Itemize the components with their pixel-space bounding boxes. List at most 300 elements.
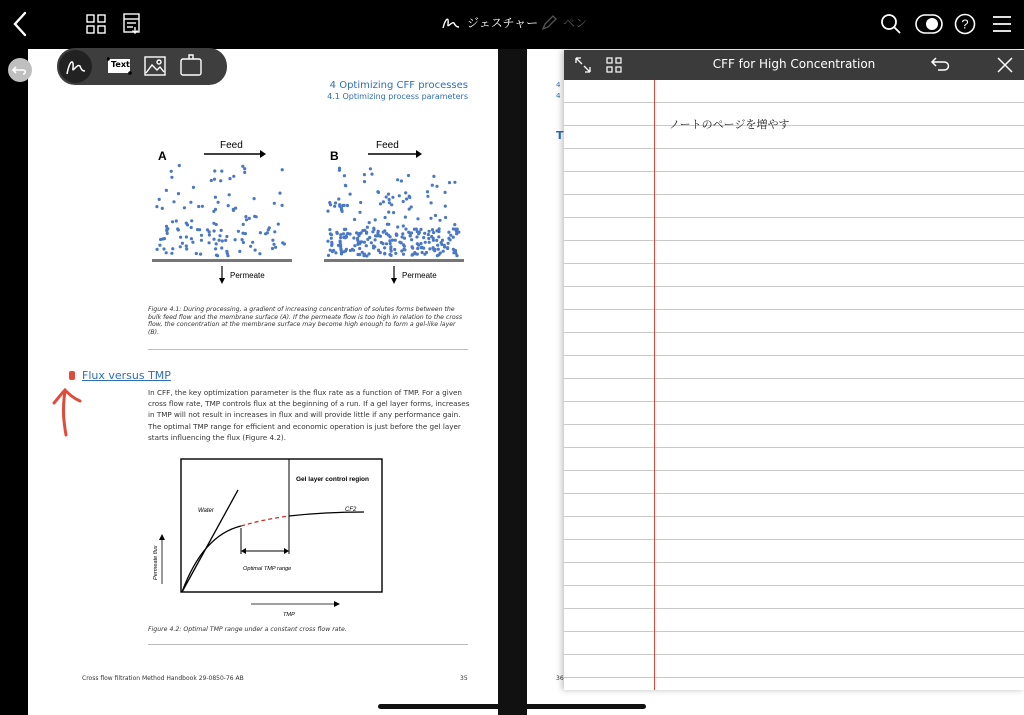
solute-dot xyxy=(232,175,235,178)
solute-dot xyxy=(218,239,221,242)
solute-dot xyxy=(213,178,216,181)
top-toolbar xyxy=(0,0,1024,49)
solute-dot xyxy=(352,236,355,239)
figure-4-2-caption: Figure 4.2: Optimal TMP range under a constant cross flow rate. xyxy=(148,626,347,633)
solute-dot xyxy=(420,246,423,249)
solute-dot xyxy=(244,232,247,235)
solute-dot xyxy=(359,231,362,234)
solute-dot xyxy=(390,250,393,253)
solute-dot xyxy=(344,184,347,187)
solute-dot xyxy=(370,173,373,176)
image-tool-button[interactable] xyxy=(144,55,166,81)
sticky-note-tool-button[interactable] xyxy=(179,53,203,81)
solute-dot xyxy=(215,242,218,245)
solute-dot xyxy=(328,228,331,231)
solute-dot xyxy=(423,253,426,256)
solute-dot xyxy=(376,231,379,234)
solute-dot xyxy=(357,241,360,244)
solute-dot xyxy=(185,244,188,247)
solute-dot xyxy=(353,244,356,247)
y-axis-label: Permeate flux xyxy=(153,545,159,580)
solute-dot xyxy=(447,231,450,234)
solute-dot xyxy=(272,243,275,246)
solute-dot xyxy=(357,234,360,237)
solute-dot xyxy=(277,223,280,226)
solute-dot xyxy=(419,228,422,231)
solute-dot xyxy=(363,241,366,244)
solute-dot xyxy=(415,228,418,231)
right-header-fragment: 4 xyxy=(556,92,561,100)
solute-dot xyxy=(191,241,194,244)
solute-dot xyxy=(387,193,390,196)
solute-dot xyxy=(438,219,441,222)
solute-dot xyxy=(396,225,399,228)
notebook-export-icon[interactable] xyxy=(123,13,141,39)
solute-dot xyxy=(259,231,262,234)
section-title-link[interactable]: Flux versus TMP xyxy=(82,369,171,382)
freehand-tool-button[interactable] xyxy=(59,50,92,83)
solute-dot xyxy=(427,233,430,236)
permeate-label-a: Permeate xyxy=(230,271,265,280)
solute-dot xyxy=(170,176,173,179)
solute-dot xyxy=(427,237,430,240)
solute-dot xyxy=(171,220,174,223)
solute-dot xyxy=(353,218,356,221)
solute-dot xyxy=(351,248,354,251)
solute-dot xyxy=(444,216,447,219)
solute-dot xyxy=(431,184,434,187)
solute-dot xyxy=(432,239,435,242)
solute-dot xyxy=(330,244,333,247)
solute-dot xyxy=(376,234,379,237)
solute-dot xyxy=(334,251,337,254)
solute-dot xyxy=(372,228,375,231)
solute-dot xyxy=(383,246,386,249)
solute-dot xyxy=(361,251,364,254)
solute-dot xyxy=(212,238,215,241)
solute-dot xyxy=(333,205,336,208)
solute-dot xyxy=(200,239,203,242)
gesture-mode-label: ジェスチャー xyxy=(467,16,539,30)
solute-dot xyxy=(355,231,358,234)
solute-dot xyxy=(390,254,393,257)
solute-dot xyxy=(435,239,438,242)
solute-dot xyxy=(338,167,341,170)
figure-label-a: A xyxy=(158,149,167,163)
solute-dot xyxy=(214,196,217,199)
bookmark-marker[interactable] xyxy=(69,371,75,380)
solute-dot xyxy=(228,177,231,180)
solute-dot xyxy=(198,228,201,231)
solute-dot xyxy=(401,232,404,235)
solute-dot xyxy=(369,167,372,170)
solute-dot xyxy=(190,219,193,222)
solute-dot xyxy=(248,217,251,220)
solute-dot xyxy=(339,236,342,239)
solute-dot xyxy=(410,238,413,241)
svg-text:?: ? xyxy=(961,16,969,32)
solute-dot xyxy=(396,178,399,181)
solute-dot xyxy=(363,254,366,257)
solute-dot xyxy=(385,242,388,245)
page-gutter xyxy=(498,49,527,715)
solute-dot xyxy=(253,215,256,218)
solute-dot xyxy=(374,238,377,241)
solute-dot xyxy=(226,254,229,257)
solute-dot xyxy=(429,217,432,220)
figure-4-1-caption: Figure 4.1: During processing, a gradient of increasing concentration of solutes forms between the bulk feed flow and the membrane surface (A). If the permeate flow is too high in relation to the cross flow, the concentration at the membrane surface may become high enough to form a gel-like layer (B). xyxy=(148,306,463,336)
solute-dot xyxy=(199,253,202,256)
solute-dot xyxy=(217,201,220,204)
solute-dot xyxy=(444,205,447,208)
close-icon[interactable] xyxy=(996,56,1014,78)
solute-dot xyxy=(389,245,392,248)
solute-dot xyxy=(416,217,419,220)
solute-dot xyxy=(216,254,219,257)
notebook-margin-line xyxy=(654,80,655,690)
solute-dot xyxy=(340,208,343,211)
notebook-note-text[interactable]: ノートのページを増やす xyxy=(669,118,790,131)
notebook-title: CFF for High Concentration xyxy=(712,57,876,71)
solute-dot xyxy=(185,247,188,250)
solute-dot xyxy=(426,190,429,193)
membrane-b xyxy=(324,259,464,262)
solute-dot xyxy=(409,234,412,237)
solute-dot xyxy=(343,174,346,177)
solute-dot xyxy=(442,250,445,253)
solute-dot xyxy=(440,241,443,244)
cf2-curve-dashed xyxy=(241,516,289,526)
notebook-panel[interactable] xyxy=(564,50,1024,690)
solute-dot xyxy=(155,205,158,208)
solute-dot xyxy=(165,251,168,254)
solute-dot xyxy=(326,240,329,243)
page-undo-button[interactable] xyxy=(8,58,32,82)
solute-dot xyxy=(395,232,398,235)
solute-dot xyxy=(220,229,223,232)
solute-dot xyxy=(245,218,248,221)
page-number-right: 36 xyxy=(556,675,564,682)
gel-layer-label: Gel layer control region xyxy=(296,476,369,483)
solute-dot xyxy=(435,185,438,188)
solute-dot xyxy=(343,228,346,231)
solute-dot xyxy=(368,252,371,255)
solute-dot xyxy=(190,226,193,229)
red-handwritten-arrow xyxy=(50,385,84,437)
solute-dot xyxy=(334,201,337,204)
solute-dot xyxy=(183,206,186,209)
solute-dot xyxy=(447,242,450,245)
solute-dot xyxy=(379,202,382,205)
solute-dot xyxy=(170,170,173,173)
solute-dot xyxy=(368,221,371,224)
solute-dot xyxy=(243,167,246,170)
solute-dot xyxy=(179,245,182,248)
solute-dot xyxy=(392,211,395,214)
solute-dot xyxy=(264,232,267,235)
solute-dot xyxy=(381,242,384,245)
solute-dot xyxy=(161,207,164,210)
solute-dot xyxy=(379,235,382,238)
solute-dot xyxy=(214,247,217,250)
solute-dot xyxy=(387,223,390,226)
solute-dot xyxy=(363,229,366,232)
solute-dot xyxy=(166,232,169,235)
solute-dot xyxy=(434,214,437,217)
solute-dot xyxy=(345,234,348,237)
x-axis-label: TMP xyxy=(283,612,295,618)
solute-dot xyxy=(274,246,277,249)
solute-dot xyxy=(416,247,419,250)
solute-dot xyxy=(383,229,386,232)
solute-dot xyxy=(439,251,442,254)
solute-dot xyxy=(237,230,240,233)
solute-dot xyxy=(340,252,343,255)
solute-dot xyxy=(158,198,161,201)
solute-dot xyxy=(389,242,392,245)
solute-dot xyxy=(424,241,427,244)
solute-dot xyxy=(258,252,261,255)
figure-4-1 xyxy=(148,134,468,284)
solute-dot xyxy=(403,245,406,248)
solute-dot xyxy=(437,235,440,238)
gesture-mode-button[interactable] xyxy=(441,14,538,31)
solute-dot xyxy=(422,236,425,239)
notebook-undo-icon[interactable] xyxy=(930,54,952,78)
solute-dots-b xyxy=(326,167,460,258)
solute-dot xyxy=(242,241,245,244)
pdf-page-left[interactable] xyxy=(28,49,498,715)
solute-dot xyxy=(374,218,377,221)
solute-dot xyxy=(337,197,340,200)
solute-dots-a xyxy=(155,164,286,257)
section-header: 4.1 Optimizing process parameters xyxy=(327,92,468,101)
solute-dot xyxy=(428,241,431,244)
solute-dot xyxy=(273,230,276,233)
text-tool-label: Text xyxy=(111,60,130,69)
solute-dot xyxy=(387,211,390,214)
solute-dot xyxy=(338,244,341,247)
solute-dot xyxy=(387,234,390,237)
solute-dot xyxy=(402,248,405,251)
right-section-fragment: T xyxy=(556,129,564,142)
solute-dot xyxy=(175,219,178,222)
solute-dot xyxy=(331,250,334,253)
solute-dot xyxy=(185,222,188,225)
solute-dot xyxy=(448,181,451,184)
display-toggle-icon[interactable] xyxy=(915,14,943,38)
water-curve xyxy=(182,490,238,592)
solute-dot xyxy=(192,186,195,189)
solute-dot xyxy=(394,239,397,242)
solute-dot xyxy=(391,239,394,242)
solute-dot xyxy=(349,193,352,196)
text-tool-button[interactable] xyxy=(107,57,131,75)
solute-dot xyxy=(227,204,230,207)
solute-dot xyxy=(213,229,216,232)
notebook-header xyxy=(564,50,1024,80)
solute-dot xyxy=(271,247,274,250)
solute-dot xyxy=(411,247,414,250)
solute-dot xyxy=(455,232,458,235)
solute-dot xyxy=(330,237,333,240)
solute-dot xyxy=(363,180,366,183)
solute-dot xyxy=(253,197,256,200)
solute-dot xyxy=(356,253,359,256)
solute-dot xyxy=(368,236,371,239)
solute-dot xyxy=(435,229,438,232)
feed-label-b: Feed xyxy=(376,140,399,151)
solute-dot xyxy=(428,247,431,250)
solute-dot xyxy=(384,216,387,219)
solute-dot xyxy=(242,223,245,226)
footer-title: Cross flow filtration Method Handbook 29-0850-76 AB xyxy=(82,675,244,682)
solute-dot xyxy=(330,233,333,236)
solute-dot xyxy=(403,237,406,240)
divider xyxy=(148,349,468,350)
solute-dot xyxy=(208,241,211,244)
solute-dot xyxy=(452,236,455,239)
solute-dot xyxy=(373,245,376,248)
solute-dot xyxy=(213,169,216,172)
solute-dot xyxy=(342,232,345,235)
solute-dot xyxy=(385,195,388,198)
figure-label-b: B xyxy=(330,149,339,163)
help-icon[interactable] xyxy=(954,13,976,39)
undo-arrow-icon xyxy=(8,58,32,82)
solute-dot xyxy=(159,238,162,241)
solute-dot xyxy=(215,223,218,226)
solute-dot xyxy=(423,232,426,235)
solute-dot xyxy=(241,238,244,241)
pen-mode-label: ペン xyxy=(563,16,588,30)
solute-dot xyxy=(419,242,422,245)
solute-dot xyxy=(234,238,237,241)
solute-dot xyxy=(271,239,274,242)
solute-dot xyxy=(363,173,366,176)
optimal-range-label: Optimal TMP range xyxy=(243,566,292,572)
solute-dot xyxy=(195,252,198,255)
solute-dot xyxy=(416,253,419,256)
solute-dot xyxy=(238,250,241,253)
solute-dot xyxy=(208,233,211,236)
solute-dot xyxy=(158,244,161,247)
solute-dot xyxy=(382,200,385,203)
solute-dot xyxy=(446,247,449,250)
solute-dot xyxy=(225,235,228,238)
menu-icon[interactable] xyxy=(992,15,1012,37)
solute-dot xyxy=(365,244,368,247)
solute-dot xyxy=(254,249,257,252)
solute-dot xyxy=(366,226,369,229)
solute-dot xyxy=(346,204,349,207)
solute-dot xyxy=(171,247,174,250)
solute-dot xyxy=(177,192,180,195)
solute-dot xyxy=(156,248,159,251)
right-header-fragment: 4 xyxy=(556,81,561,89)
solute-dot xyxy=(430,235,433,238)
solute-dot xyxy=(408,195,411,198)
solute-dot xyxy=(426,195,429,198)
solute-dot xyxy=(179,236,182,239)
image-icon xyxy=(144,55,166,77)
sticky-note-icon xyxy=(179,53,203,77)
solute-dot xyxy=(453,181,456,184)
solute-dot xyxy=(388,201,391,204)
back-chevron-icon[interactable] xyxy=(10,10,32,42)
solute-dot xyxy=(165,189,168,192)
solute-dot xyxy=(172,200,175,203)
feed-label-a: Feed xyxy=(220,140,243,151)
solute-dot xyxy=(433,248,436,251)
solute-dot xyxy=(418,231,421,234)
solute-dot xyxy=(432,175,435,178)
solute-dot xyxy=(341,204,344,207)
pen-mode-button[interactable] xyxy=(541,14,587,31)
solute-dot xyxy=(326,210,329,213)
section-body-text: In CFF, the key optimization parameter is the flux rate as a function of TMP. For a given cross flow rate, TMP controls flux at the beginning of a run. If a gel layer forms, increases in TMP will not result in increases in flux and will provide little if any performance gain. The optimal TMP range for efficient and economic operation is just before the gel layer starts influencing the flux (Figure 4.2). xyxy=(148,388,470,442)
solute-dot xyxy=(370,241,373,244)
solute-dot xyxy=(281,241,284,244)
solute-dot xyxy=(452,248,455,251)
solute-dot xyxy=(388,198,391,201)
solute-dot xyxy=(220,246,223,249)
solute-dot xyxy=(359,201,362,204)
solute-dot xyxy=(185,235,188,238)
solute-dot xyxy=(345,248,348,251)
page-number-left: 35 xyxy=(460,675,468,682)
solute-dot xyxy=(249,245,252,248)
solute-dot xyxy=(178,164,181,167)
solute-dot xyxy=(328,201,331,204)
solute-dot xyxy=(190,237,193,240)
solute-dot xyxy=(273,202,276,205)
solute-dot xyxy=(430,201,433,204)
solute-dot xyxy=(454,228,457,231)
solute-dot xyxy=(224,239,227,242)
solute-dot xyxy=(189,201,192,204)
solute-dot xyxy=(416,242,419,245)
solute-dot xyxy=(407,174,410,177)
solute-dot xyxy=(358,211,361,214)
solute-dot xyxy=(206,228,209,231)
solute-dot xyxy=(431,228,434,231)
solute-dot xyxy=(452,251,455,254)
solute-dot xyxy=(327,254,330,257)
chapter-header: 4 Optimizing CFF processes xyxy=(329,80,468,91)
solute-dot xyxy=(404,216,407,219)
solute-dot xyxy=(398,241,401,244)
solute-dot xyxy=(404,228,407,231)
solute-dot xyxy=(377,249,380,252)
search-icon[interactable] xyxy=(880,13,902,39)
solute-dot xyxy=(404,191,407,194)
notebook-ruled-paper[interactable] xyxy=(564,80,1024,690)
solute-dot xyxy=(391,196,394,199)
solute-dot xyxy=(455,254,458,257)
solute-dot xyxy=(335,231,338,234)
home-indicator[interactable] xyxy=(378,704,646,709)
permeate-label-b: Permeate xyxy=(402,271,437,280)
solute-dot xyxy=(376,190,379,193)
drawing-toolbar xyxy=(57,48,227,85)
solute-dot xyxy=(243,171,246,174)
divider xyxy=(148,644,468,645)
solute-dot xyxy=(408,231,411,234)
page-grid-icon[interactable] xyxy=(86,14,106,38)
solute-dot xyxy=(214,208,217,211)
solute-dot xyxy=(365,232,368,235)
